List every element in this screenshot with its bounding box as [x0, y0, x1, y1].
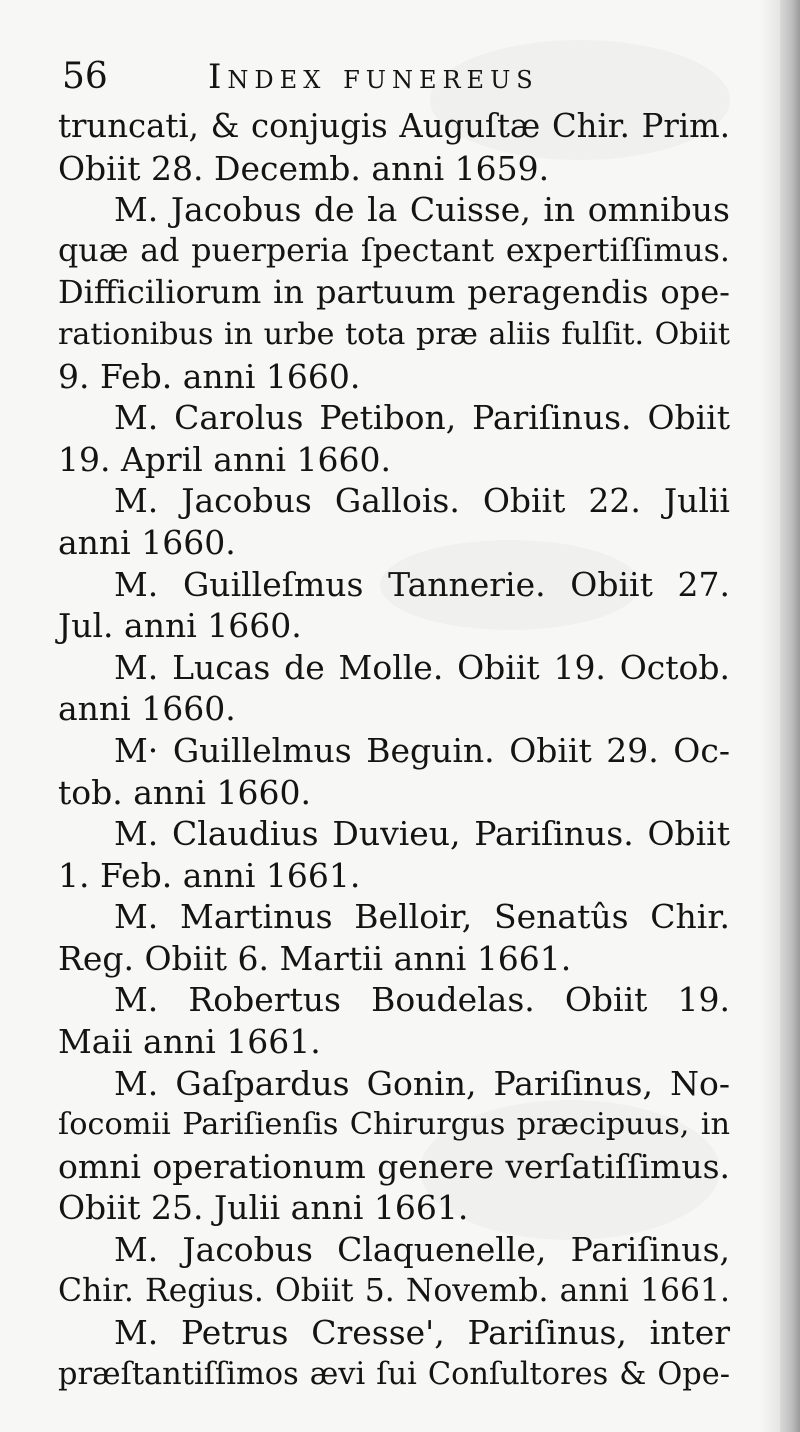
text-line: 9. Feb. anni 1660. — [58, 356, 361, 396]
text-line: quæ ad puerperia ſpectant expertiſſimus. — [58, 232, 730, 269]
page-header — [62, 50, 722, 106]
body-text — [58, 106, 730, 1395]
text-line: Maii anni 1661. — [58, 1022, 321, 1062]
text-line: M. Guilleſmus Tannerie. Obiit 27. — [114, 564, 730, 604]
text-line: M. Carolus Petibon, Pariſinus. Obiit — [114, 398, 730, 438]
gutter-shadow — [760, 0, 780, 1432]
text-line: M. Claudius Duvieu, Pariſinus. Obiit — [114, 814, 730, 854]
text-line: 19. April anni 1660. — [58, 439, 391, 479]
page-edge — [780, 0, 800, 1432]
text-line: anni 1660. — [58, 689, 236, 729]
text-line: Jul. anni 1660. — [58, 606, 302, 646]
text-line: 1. Feb. anni 1661. — [58, 855, 361, 895]
text-line: M. Robertus Boudelas. Obiit 19. — [114, 980, 730, 1020]
text-line: Difficiliorum in partuum peragendis ope- — [58, 273, 730, 312]
text-line: anni 1660. — [58, 522, 236, 562]
text-line: truncati, & conjugis Auguſtæ Chir. Prim. — [58, 107, 730, 145]
text-line: M· Guillelmus Beguin. Obiit 29. Oc- — [114, 730, 730, 770]
text-line: rationibus in urbe tota præ aliis fulſit. Obiit — [58, 316, 730, 352]
text-line: M. Jacobus Gallois. Obiit 22. Julii — [114, 481, 730, 521]
text-line: M. Petrus Cresse', Pariſinus, inter — [114, 1313, 730, 1353]
text-line: Obiit 28. Decemb. anni 1659. — [58, 148, 550, 188]
text-line: M. Jacobus Claquenelle, Pariſinus, — [114, 1230, 730, 1270]
text-line: M. Lucas de Molle. Obiit 19. Octob. — [114, 647, 730, 687]
text-line: ſocomii Pariſienſis Chirurgus præcipuus, in — [58, 1107, 730, 1143]
text-line: Obiit 25. Julii anni 1661. — [58, 1188, 469, 1228]
page-number: 56 — [62, 56, 108, 97]
text-line: M. Martinus Belloir, Senatûs Chir. — [114, 897, 730, 937]
text-line: M. Jacobus de la Cuisse, in omnibus — [114, 190, 730, 230]
text-line: Reg. Obiit 6. Martii anni 1661. — [58, 938, 572, 978]
running-title: Index funereus — [208, 57, 539, 97]
text-line: Chir. Regius. Obiit 5. Novemb. anni 1661. — [58, 1272, 730, 1309]
text-line: M. Gaſpardus Gonin, Pariſinus, No- — [114, 1063, 730, 1103]
text-line: omni operationum genere verſatiſſimus. — [58, 1146, 730, 1186]
text-line: præſtantiſſimos ævi ſui Conſultores & Ope- — [58, 1356, 730, 1392]
text-line: tob. anni 1660. — [58, 772, 311, 812]
